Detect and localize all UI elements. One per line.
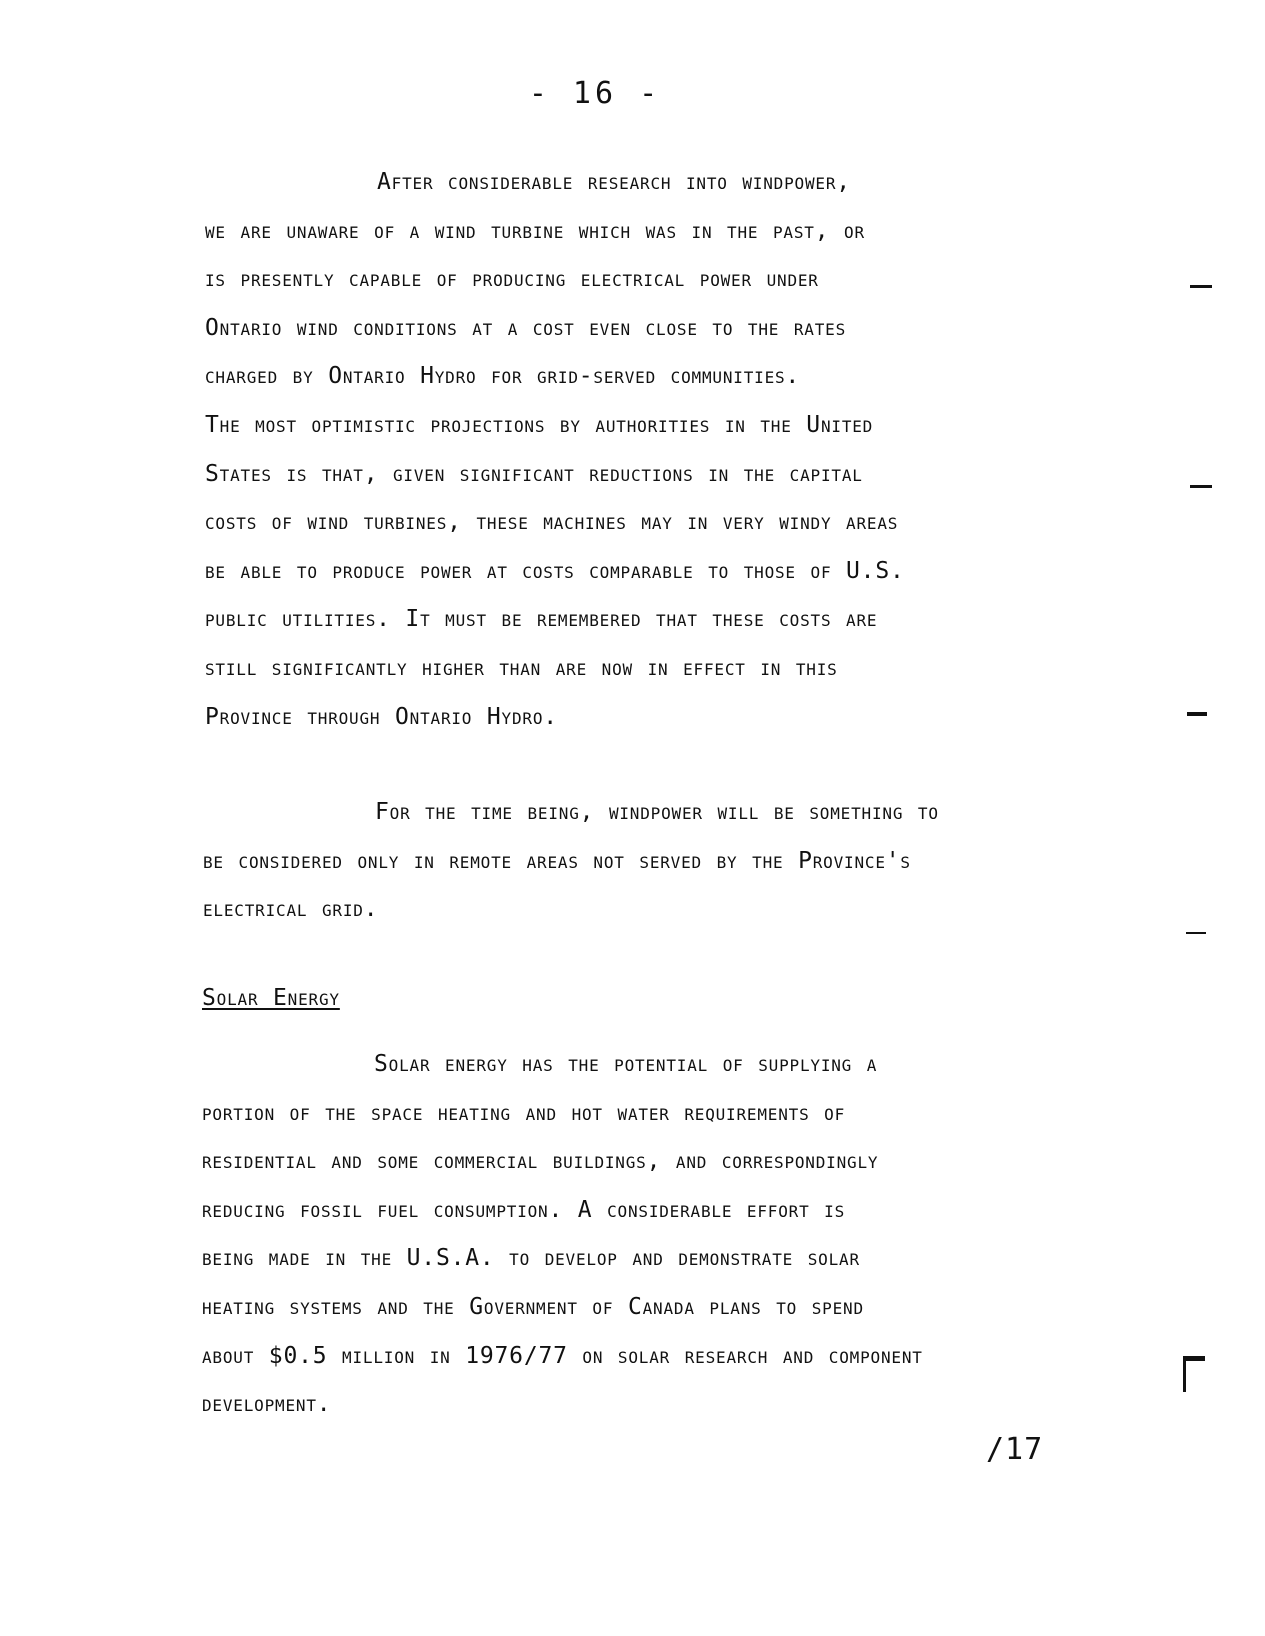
paragraph-line: Solar energy has the potential of supplying a: [374, 1051, 878, 1077]
scan-margin-mark: [1183, 1356, 1186, 1392]
section-heading-solar-energy: Solar Energy: [202, 985, 340, 1011]
paragraph-line: be able to produce power at costs comparable to those of U.S.: [205, 557, 905, 584]
scan-margin-mark: [1183, 1356, 1205, 1361]
windpower-research-paragraph: [205, 158, 905, 741]
paragraph-line: residential and some commercial buildings, and correspondingly: [202, 1148, 879, 1175]
paragraph-line: Province through Ontario Hydro.: [205, 703, 558, 730]
paragraph-line: heating systems and the Government of Canada plans to spend: [202, 1293, 864, 1320]
paragraph-line: still significantly higher than are now in effect in this: [205, 654, 838, 681]
paragraph-line: costs of wind turbines, these machines may in very windy areas: [205, 509, 899, 536]
page-number: - 16 -: [528, 76, 662, 111]
windpower-conclusion-paragraph: [203, 788, 939, 934]
paragraph-line: development.: [202, 1391, 332, 1418]
paragraph-line: be considered only in remote areas not served by the Province's: [203, 847, 911, 874]
paragraph-line: charged by Ontario Hydro for grid-served communities.: [205, 363, 801, 390]
paragraph-line: States is that, given significant reductions in the capital: [205, 460, 863, 487]
paragraph-line: being made in the U.S.A. to develop and demonstrate solar: [202, 1245, 860, 1272]
paragraph-line: public utilities. It must be remembered that these costs are: [205, 606, 878, 633]
scan-margin-mark: [1190, 485, 1212, 488]
scan-margin-mark: [1187, 712, 1207, 716]
paragraph-line: portion of the space heating and hot water requirements of: [202, 1099, 846, 1126]
solar-energy-paragraph: [202, 1040, 923, 1429]
scan-margin-mark: [1186, 932, 1206, 934]
paragraph-line: For the time being, windpower will be something to: [375, 799, 939, 825]
scan-margin-mark: [1190, 285, 1212, 288]
continuation-page-marker: /17: [986, 1432, 1044, 1467]
paragraph-line: Ontario wind conditions at a cost even close to the rates: [205, 314, 847, 341]
paragraph-line: we are unaware of a wind turbine which was in the past, or: [205, 217, 865, 244]
paragraph-line: The most optimistic projections by authorities in the United: [205, 411, 874, 438]
paragraph-line: After considerable research into windpower,: [377, 169, 851, 195]
paragraph-line: reducing fossil fuel consumption. A considerable effort is: [202, 1196, 846, 1223]
paragraph-line: is presently capable of producing electrical power under: [205, 266, 819, 293]
paragraph-line: electrical grid.: [203, 896, 379, 923]
paragraph-line: about $0.5 million in 1976/77 on solar research and component: [202, 1342, 923, 1369]
